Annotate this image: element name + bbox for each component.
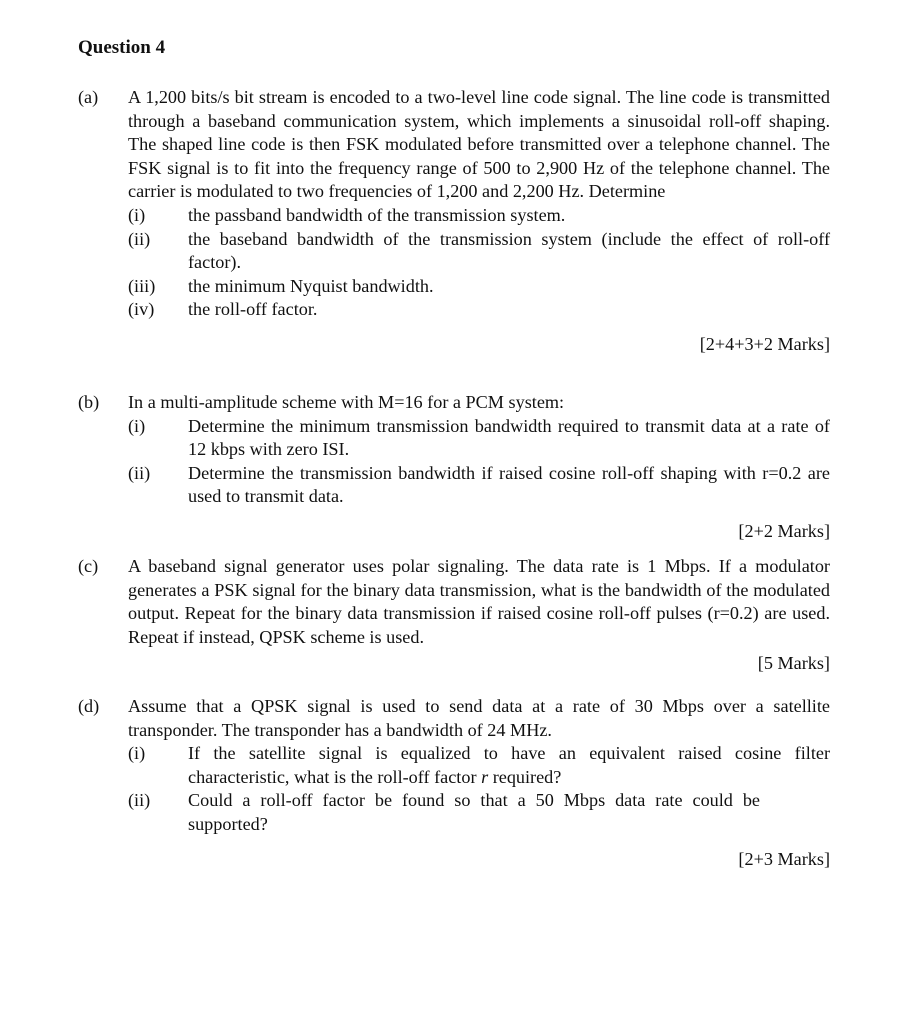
subpart <box>128 462 830 509</box>
subpart <box>128 415 830 462</box>
marks-label: [2+2 Marks] <box>738 520 830 541</box>
subpart-label: (i) <box>128 415 146 436</box>
subpart-label: (i) <box>128 743 146 764</box>
part-label: (a) <box>78 87 99 107</box>
part-c <box>78 555 830 676</box>
subpart-label: (i) <box>128 204 146 225</box>
part-label: (b) <box>78 392 100 412</box>
subpart-text-before: If the satellite signal is equalized to have an equivalent raised cosine filter characteristic, what is the roll-off factor <box>188 743 830 787</box>
subpart <box>128 228 830 275</box>
subpart-label: (ii) <box>128 228 151 249</box>
subpart-text <box>188 742 830 789</box>
subpart-text: Determine the transmission bandwidth if raised cosine roll-off shaping with r=0.2 are used to transmit data. <box>188 462 830 507</box>
subpart-text: the roll-off factor. <box>188 299 318 320</box>
subpart-text: the minimum Nyquist bandwidth. <box>188 275 434 296</box>
part-text: Assume that a QPSK signal is used to send data at a rate of 30 Mbps over a satellite transponder. The transponder has a bandwidth of 24 MHz. <box>128 696 830 740</box>
part-d <box>78 695 830 871</box>
part-text: A baseband signal generator uses polar signaling. The data rate is 1 Mbps. If a modulator generates a PSK signal for the binary data transmission, what is the bandwidth of the modulated output. Repeat for the binary data transmission if raised cosine roll-off pulses (r=0.2) are used. Repeat if instead, QPSK scheme is used. <box>128 556 830 647</box>
part-label: (c) <box>78 556 99 576</box>
variable-r: r <box>481 766 489 787</box>
subpart-label: (iv) <box>128 299 155 320</box>
subpart <box>128 742 830 789</box>
subpart <box>128 789 830 836</box>
subpart-label: (iii) <box>128 275 156 296</box>
question-title: Question 4 <box>78 37 166 58</box>
marks-label: [5 Marks] <box>757 653 830 674</box>
subpart-text: Determine the minimum transmission bandwidth required to transmit data at a rate of 12 kbps with zero ISI. <box>188 415 830 460</box>
subpart <box>128 275 830 299</box>
part-b <box>78 391 830 544</box>
marks-label: [2+4+3+2 Marks] <box>699 333 830 354</box>
subpart <box>128 204 830 228</box>
subpart-text: the baseband bandwidth of the transmission system (include the effect of roll-off factor). <box>188 228 830 273</box>
part-a <box>78 86 830 357</box>
subpart-label: (ii) <box>128 790 151 811</box>
part-label: (d) <box>78 696 100 716</box>
part-text: In a multi-amplitude scheme with M=16 for a PCM system: <box>128 392 565 412</box>
subpart-text: the passband bandwidth of the transmission system. <box>188 204 566 225</box>
part-text: A 1,200 bits/s bit stream is encoded to a two-level line code signal. The line code is transmitted through a baseband communication system, which implements a sinusoidal roll-off shaping. The shaped line code is then FSK modulated before transmitted over a telephone channel. The FSK signal is to fit into the frequency range of 500 to 2,900 Hz of the telephone channel. The carrier is modulated to two frequencies of 1,200 and 2,200 Hz. Determine <box>128 87 830 202</box>
subpart-label: (ii) <box>128 462 151 483</box>
subpart <box>128 298 830 322</box>
marks-label: [2+3 Marks] <box>738 848 830 869</box>
subpart-text: Could a roll-off factor be found so that a 50 Mbps data rate could be supported? <box>188 790 760 834</box>
subpart-text-after: required? <box>488 766 562 787</box>
